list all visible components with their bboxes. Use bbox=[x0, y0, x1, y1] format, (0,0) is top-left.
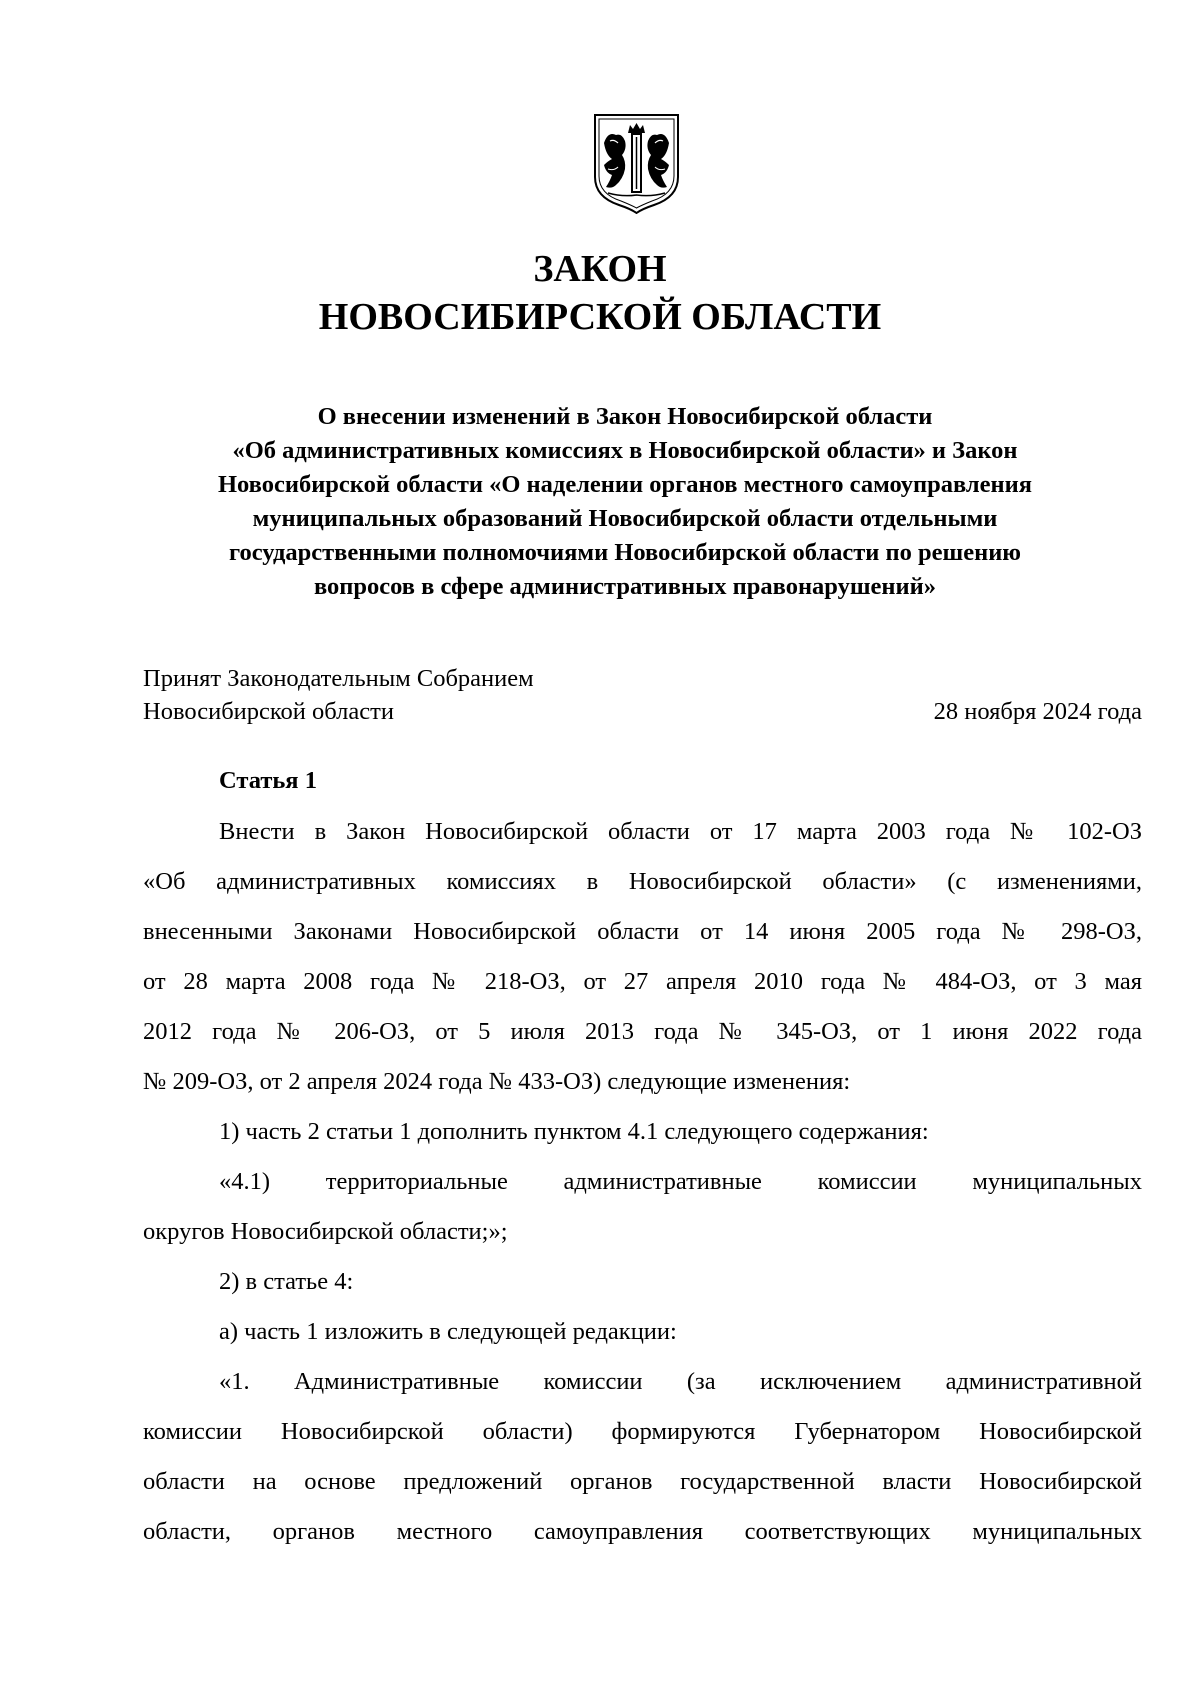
body-line: «Об административных комиссиях в Новосибирской области» (с изменениями, bbox=[143, 868, 1142, 895]
subject-line: муниципальных образований Новосибирской области отдельными bbox=[252, 505, 998, 532]
adoption-line: Принят Законодательным Собранием bbox=[143, 665, 534, 692]
coat-of-arms-icon bbox=[592, 113, 681, 214]
body-line: внесенными Законами Новосибирской области от 14 июня 2005 года № 298-ОЗ, bbox=[143, 918, 1142, 945]
body-line: «4.1) территориальные административные комиссии муниципальных bbox=[219, 1168, 1142, 1195]
subject-line: «Об административных комиссиях в Новосибирской области» и Закон bbox=[232, 437, 1018, 464]
document-title-line-1: ЗАКОН bbox=[533, 248, 667, 290]
article-heading: Статья 1 bbox=[219, 767, 317, 794]
body-line: от 28 марта 2008 года № 218-ОЗ, от 27 апреля 2010 года № 484-ОЗ, от 3 мая bbox=[143, 968, 1142, 995]
law-subject-heading bbox=[150, 400, 1100, 604]
body-line: «1. Административные комиссии (за исключением административной bbox=[219, 1368, 1142, 1395]
adoption-date: 28 ноября 2024 года bbox=[933, 698, 1142, 725]
subject-line: вопросов в сфере административных правонарушений» bbox=[313, 573, 937, 600]
body-line: Внести в Закон Новосибирской области от 17 марта 2003 года № 102-ОЗ bbox=[219, 818, 1142, 845]
body-line: № 209-ОЗ, от 2 апреля 2024 года № 433-ОЗ) следующие изменения: bbox=[143, 1068, 851, 1095]
body-line: комиссии Новосибирской области) формируются Губернатором Новосибирской bbox=[143, 1418, 1142, 1445]
article-body bbox=[143, 807, 1142, 1557]
body-line: округов Новосибирской области;»; bbox=[143, 1218, 508, 1245]
body-line: 2012 года № 206-ОЗ, от 5 июля 2013 года № 345-ОЗ, от 1 июня 2022 года bbox=[143, 1018, 1142, 1045]
body-line: 2) в статье 4: bbox=[219, 1268, 354, 1295]
body-line: области, органов местного самоуправления соответствующих муниципальных bbox=[143, 1518, 1142, 1545]
subject-line: Новосибирской области «О наделении органов местного самоуправления bbox=[217, 471, 1033, 498]
document-title-line-2: НОВОСИБИРСКОЙ ОБЛАСТИ bbox=[318, 296, 882, 338]
adoption-line: Новосибирской области bbox=[143, 698, 394, 725]
body-line: области на основе предложений органов государственной власти Новосибирской bbox=[143, 1468, 1142, 1495]
adoption-statement bbox=[143, 662, 534, 728]
subject-line: государственными полномочиями Новосибирской области по решению bbox=[228, 539, 1022, 566]
subject-line: О внесении изменений в Закон Новосибирской области bbox=[317, 403, 933, 430]
body-line: 1) часть 2 статьи 1 дополнить пунктом 4.1 следующего содержания: bbox=[219, 1118, 929, 1145]
body-line: а) часть 1 изложить в следующей редакции: bbox=[219, 1318, 677, 1345]
